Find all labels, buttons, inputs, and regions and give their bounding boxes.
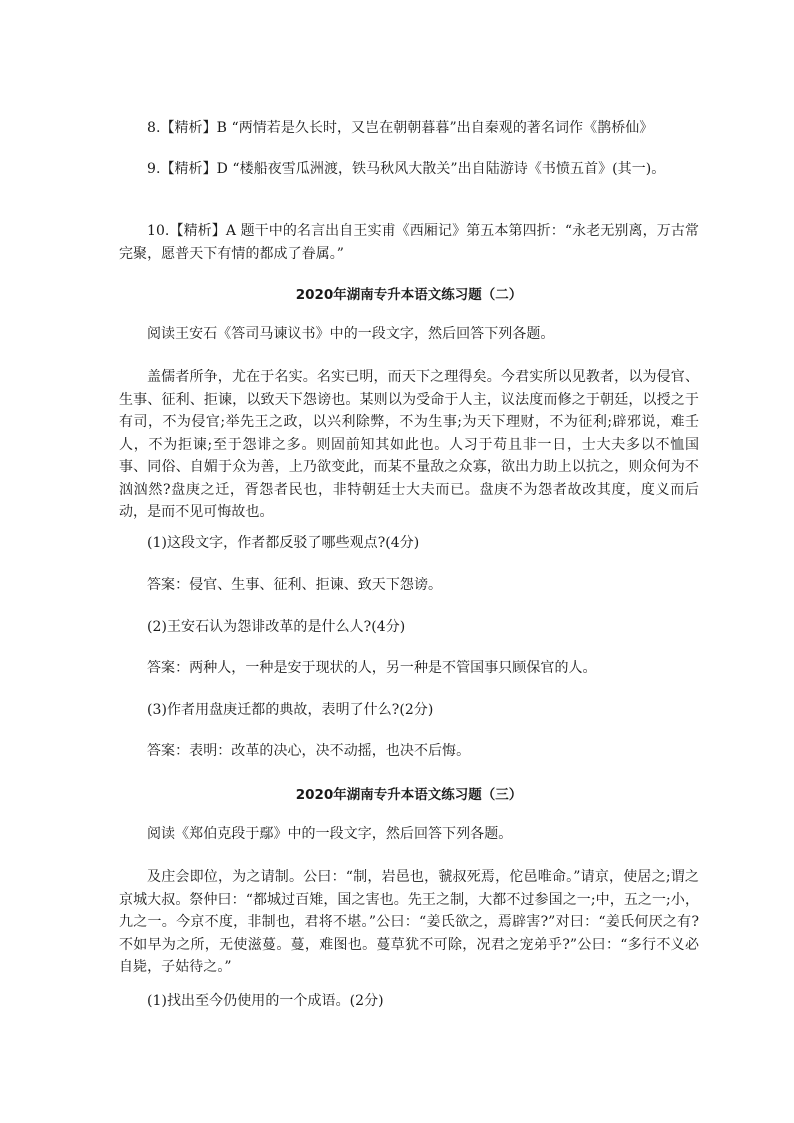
section-2-question-1: (1)这段文字，作者都反驳了哪些观点?(4分): [147, 535, 420, 551]
answer-item-8: 8.【精析】B “两情若是久长时，又岂在朝朝暮暮”出自秦观的著名词作《鹊桥仙》: [147, 120, 654, 136]
section-2-intro: 阅读王安石《答司马谏议书》中的一段文字，然后回答下列各题。: [147, 326, 555, 342]
section-2-question-2: (2)王安石认为怨诽改革的是什么人?(4分): [147, 619, 406, 635]
section-3-passage: 及庄会即位，为之请制。公曰：“制，岩邑也，虢叔死焉，佗邑唯命。”请京，使居之;谓之京城大叔。祭仲曰：“都城过百雉，国之害也。先王之制，大都不过参国之一;中，五之一;小，九之一。今京不度，非制也，君将不堪。”公曰：“姜氏欲之，焉辟害?”对曰：“姜氏何厌之有?不如早为之所，无使滋蔓。蔓，难图也。蔓草犹不可除，况君之宠弟乎?”公曰：“多行不义必自毙，子姑待之。”: [119, 869, 699, 975]
section-2-passage: 盖儒者所争，尤在于名实。名实已明，而天下之理得矣。今君实所以见教者，以为侵官、生事、征利、拒谏，以致天下怨谤也。某则以为受命于人主，议法度而修之于朝廷，以授之于有司，不为侵官;举先王之政，以兴利除弊，不为生事;为天下理财，不为征利;辟邪说，难壬人，不为拒谏;至于怨诽之多。则固前知其如此也。人习于苟且非一日，士大夫多以不恤国事、同俗、自媚于众为善，上乃欲变此，而某不量敌之众寡，欲出力助上以抗之，则众何为不汹汹然?盘庚之迁，胥怨者民也，非特朝廷士大夫而已。盘庚不为怨者故改其度，度义而后动，是而不见可悔故也。: [119, 369, 699, 520]
section-2-answer-2: 答案：两种人，一种是安于现状的人，另一种是不管国事只顾保官的人。: [147, 660, 597, 676]
answer-item-10: 10.【精析】A 题干中的名言出自王实甫《西厢记》第五本第四折：“永老无别离，万古常完聚，愿普天下有情的都成了眷属。”: [119, 223, 699, 262]
section-2-question-3: (3)作者用盘庚迁都的典故，表明了什么?(2分): [147, 702, 434, 718]
section-2-answer-1: 答案：侵官、生事、征利、拒谏、致天下怨谤。: [147, 577, 443, 593]
section-3-intro: 阅读《郑伯克段于鄢》中的一段文字，然后回答下列各题。: [147, 826, 513, 842]
section-3-title: 2020年湖南专升本语文练习题（三）: [295, 787, 523, 803]
section-2-answer-3: 答案：表明：改革的决心，决不动摇，也决不后悔。: [147, 743, 471, 759]
answer-item-9: 9.【精析】D “楼船夜雪瓜洲渡，铁马秋风大散关”出自陆游诗《书愤五首》(其一)。: [147, 161, 666, 177]
section-2-title: 2020年湖南专升本语文练习题（二）: [295, 287, 523, 303]
section-3-question-1: (1)找出至今仍使用的一个成语。(2分): [147, 993, 384, 1009]
